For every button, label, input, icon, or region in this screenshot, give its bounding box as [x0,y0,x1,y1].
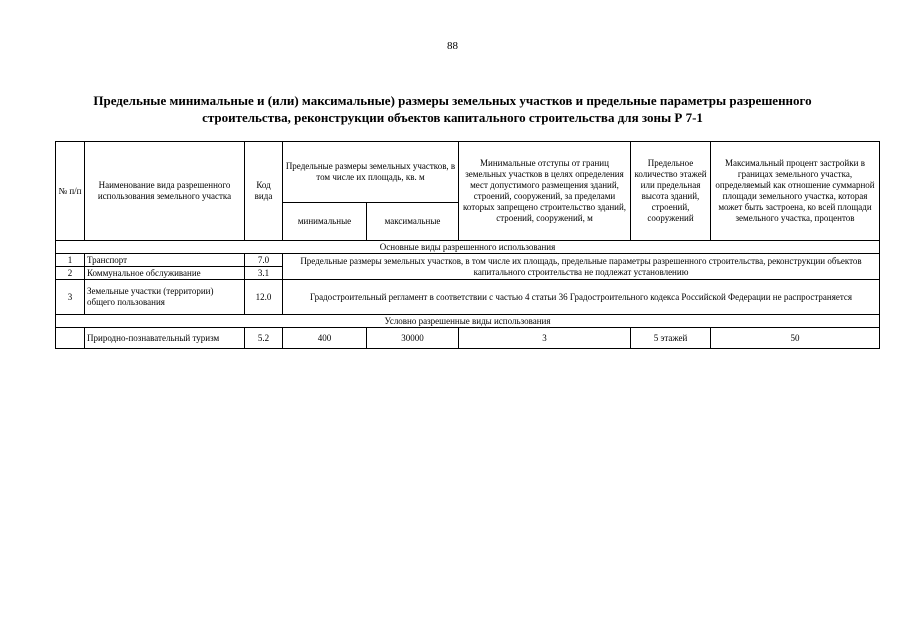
row-code: 5.2 [245,328,283,349]
row-max: 30000 [367,328,459,349]
header-setbacks: Минимальные отступы от границ земельных участков в целях определения мест допустимого размещения зданий, строений, сооружений, за пределами которых запрещено строительство зданий, строений, сооружений, м [459,142,631,241]
table-row [56,280,880,315]
row-num: 1 [56,254,85,267]
page-title: Предельные минимальные и (или) максимальные) размеры земельных участков и предельные параметры разрешенного строительства, реконструкции объектов капитального строительства для зоны Р 7-1 [93,93,812,125]
row-min: 400 [283,328,367,349]
header-num: № п/п [56,142,85,241]
section-conditional: Условно разрешенные виды использования [56,315,880,328]
header-row [56,142,880,203]
header-coverage: Максимальный процент застройки в границах земельного участка, определяемый как отношение суммарной площади земельного участка, которая может быть застроена, ко всей площади земельного участка, процентов [711,142,880,241]
row-num [56,328,85,349]
row-code: 7.0 [245,254,283,267]
row-setback: 3 [459,328,631,349]
header-min: минимальные [283,203,367,241]
header-name: Наименование вида разрешенного использования земельного участка [85,142,245,241]
row-name: Земельные участки (территории) общего пользования [85,280,245,315]
row-name: Транспорт [85,254,245,267]
regulations-table [55,141,880,349]
header-floors: Предельное количество этажей или предельная высота зданий, строений, сооружений [631,142,711,241]
merged-note-1: Предельные размеры земельных участков, в том числе их площадь, предельные параметры разрешенного строительства, реконструкции объектов капитального строительства не подлежат установлению [283,254,880,280]
table-row [56,328,880,349]
section-main: Основные виды разрешенного использования [56,241,880,254]
row-num: 3 [56,280,85,315]
row-coverage: 50 [711,328,880,349]
header-code: Код вида [245,142,283,241]
row-floors: 5 этажей [631,328,711,349]
row-num: 2 [56,267,85,280]
header-sizes: Предельные размеры земельных участков, в том числе их площадь, кв. м [283,142,459,203]
section-row [56,241,880,254]
merged-note-2: Градостроительный регламент в соответствии с частью 4 статьи 36 Градостроительного кодекса Российской Федерации не распространяется [283,280,880,315]
header-max: максимальные [367,203,459,241]
table-row [56,254,880,267]
row-name: Коммунальное обслуживание [85,267,245,280]
section-row [56,315,880,328]
row-name: Природно-познавательный туризм [85,328,245,349]
row-code: 12.0 [245,280,283,315]
row-code: 3.1 [245,267,283,280]
page-number: 88 [447,40,458,52]
